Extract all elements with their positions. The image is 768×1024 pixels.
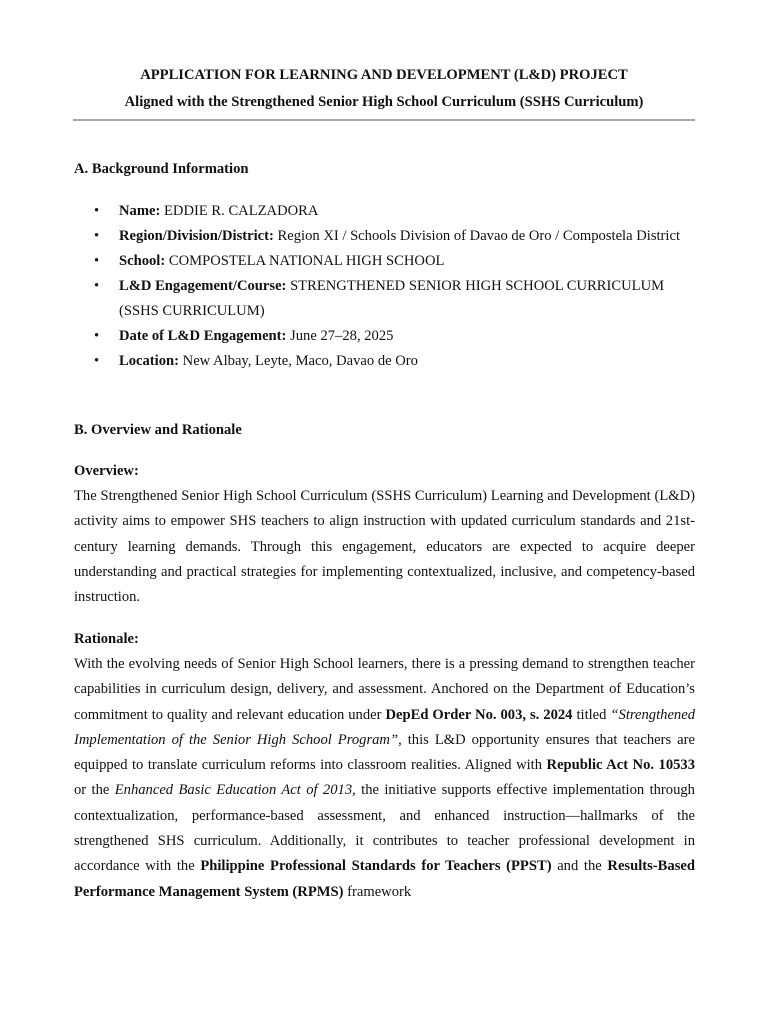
item-value: COMPOSTELA NATIONAL HIGH SCHOOL (165, 253, 445, 269)
item-label: Location: (119, 353, 179, 369)
background-info-list (74, 199, 696, 374)
item-value: New Albay, Leyte, Maco, Davao de Oro (179, 353, 418, 369)
rpms-ref: Results-Based Performance Management System (RPMS) (74, 858, 695, 900)
act-title: Enhanced Basic Education Act of 2013 (114, 782, 353, 799)
program-title: “Strengthened Implementation of the Senior High School Program” (74, 706, 695, 748)
ppst-ref: Philippine Professional Standards for Teachers (PPST) (200, 858, 552, 875)
rationale-text: and the (551, 858, 608, 875)
overview-paragraph: The Strengthened Senior High School Curriculum (SSHS Curriculum) Learning and Development (L&D) activity aims to empower SHS teachers to align instruction with updated curriculum standards and 21st-century learning demands. Through this engagement, educators are expected to acquire deeper understanding and practical strategies for implementing contextualized, inclusive, and competency-based instruction. (74, 488, 695, 606)
list-item-school (74, 249, 696, 274)
rationale-text: titled (572, 706, 611, 723)
item-label: School: (119, 253, 166, 269)
item-label: Region/Division/District: (119, 228, 274, 244)
item-value: EDDIE R. CALZADORA (160, 203, 319, 219)
rationale-text: , the initiative supports effective implementation through contextualization, performance-based assessment, and enhanced instruction—hallmarks of the strengthened SHS curriculum. Additionally, it contributes to teacher professional development in accordance with the (74, 782, 695, 875)
item-value: June 27–28, 2025 (286, 328, 394, 344)
rationale-text: With the evolving needs of Senior High School learners, there is a pressing demand to strengthen teacher capabilities in curriculum design, delivery, and assessment. Anchored on the Department of Education’s commitment to quality and relevant education under (74, 656, 695, 723)
document-title: APPLICATION FOR LEARNING AND DEVELOPMENT (L&D) PROJECT (140, 67, 628, 83)
item-value: Region XI / Schools Division of Davao de Oro / Compostela District (273, 228, 681, 244)
list-item-location (74, 349, 696, 374)
item-label: Name: (119, 203, 161, 219)
list-item-region (74, 224, 696, 249)
rationale-text: or the (74, 782, 115, 799)
section-b-heading: B. Overview and Rationale (74, 422, 242, 438)
rationale-label: Rationale: (74, 631, 139, 647)
header-divider (73, 119, 695, 121)
document-subtitle: Aligned with the Strengthened Senior High School Curriculum (SSHS Curriculum) (124, 94, 644, 110)
republic-act-ref: Republic Act No. 10533 (546, 757, 696, 774)
list-item-name (74, 199, 696, 224)
overview-label: Overview: (74, 463, 139, 479)
rationale-paragraph (74, 652, 695, 905)
deped-order-ref: DepEd Order No. 003, s. 2024 (385, 706, 573, 723)
list-item-engagement (74, 274, 696, 324)
section-a-heading: A. Background Information (74, 161, 249, 177)
item-label: Date of L&D Engagement: (119, 328, 287, 344)
list-item-date (74, 324, 696, 349)
rationale-text: , this L&D opportunity ensures that teachers are equipped to translate curriculum reforms into classroom realities. Aligned with (74, 731, 695, 774)
item-value: STRENGTHENED SENIOR HIGH SCHOOL CURRICULUM (SSHS CURRICULUM) (119, 278, 665, 319)
rationale-text: framework (343, 883, 412, 900)
item-label: L&D Engagement/Course: (119, 278, 287, 294)
